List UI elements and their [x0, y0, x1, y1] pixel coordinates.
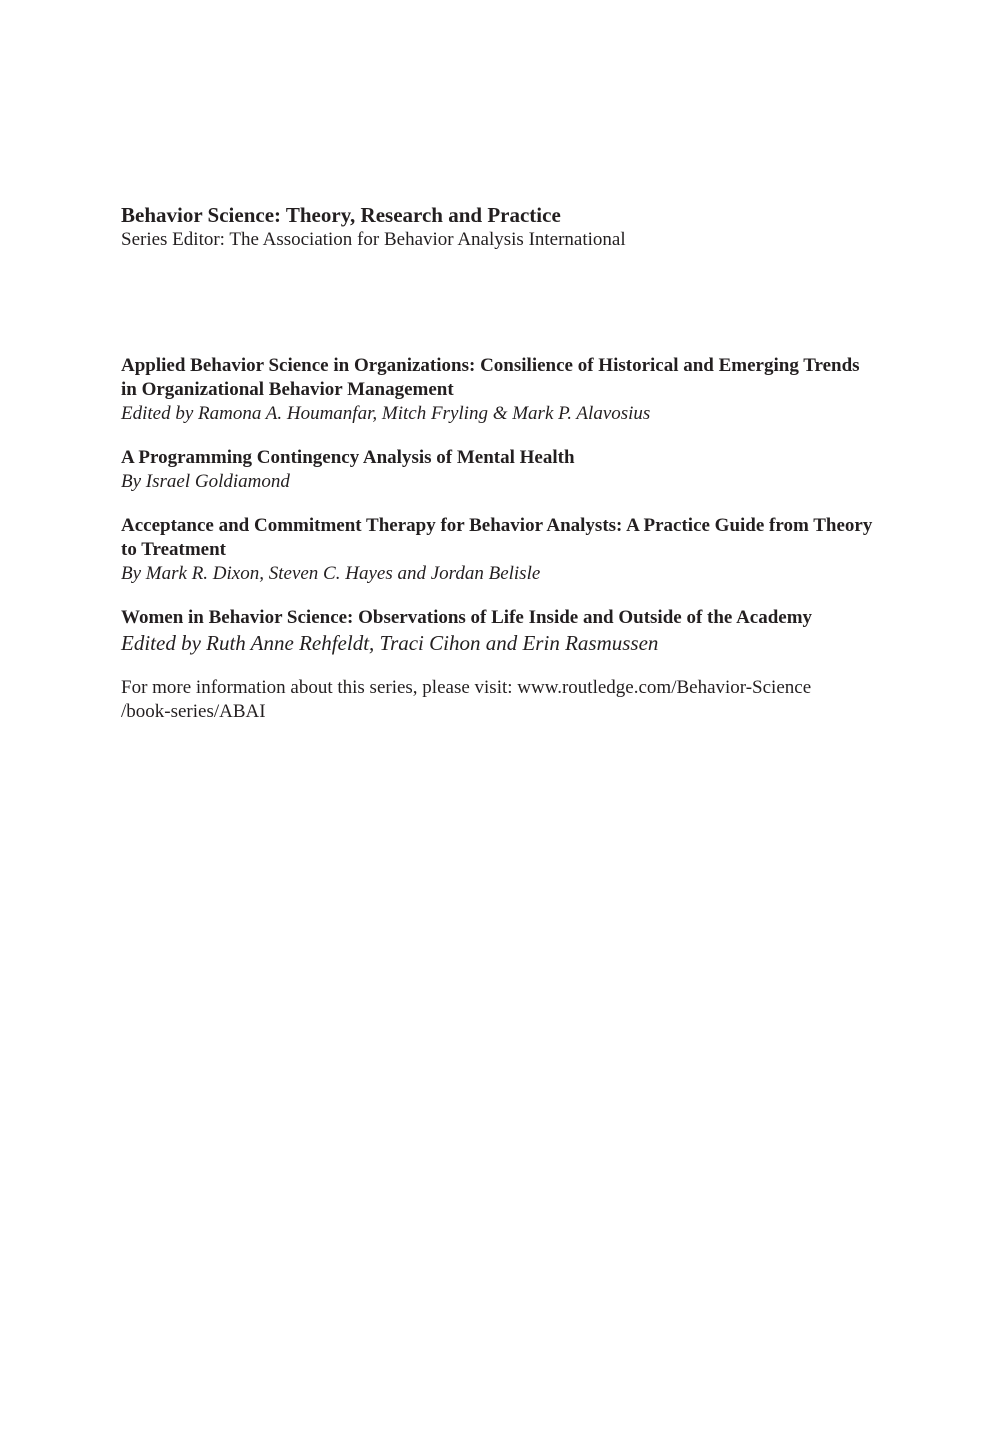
book-title: Women in Behavior Science: Observations of Life Inside and Outside of the Academy	[121, 607, 813, 628]
book-credit: Edited by Ruth Anne Rehfeldt, Traci Cihon and Erin Rasmussen	[121, 631, 659, 655]
series-url-part1: www.routledge.com/Behavior-Science	[517, 677, 812, 698]
book-credit: By Israel Goldiamond	[121, 471, 290, 492]
book-entry-programming-contingency	[121, 446, 901, 494]
more-info-prefix: For more information about this series, please visit:	[121, 677, 518, 698]
book-credit: Edited by Ramona A. Houmanfar, Mitch Fryling & Mark P. Alavosius	[121, 403, 651, 424]
series-url-part2: /book-series/ABAI	[121, 701, 266, 722]
book-title: Applied Behavior Science in Organizations: Consilience of Historical and Emerging Trends in Organizational Behavior Management	[121, 355, 860, 400]
book-list	[121, 354, 901, 724]
book-entry-applied-behavior-science	[121, 354, 901, 426]
book-title: Acceptance and Commitment Therapy for Behavior Analysts: A Practice Guide from Theory to Treatment	[121, 515, 873, 560]
series-header	[121, 202, 901, 252]
book-entry-acceptance-commitment-therapy	[121, 514, 901, 586]
series-title: Behavior Science: Theory, Research and Practice	[121, 203, 561, 227]
book-entry-women-in-behavior-science	[121, 606, 901, 656]
book-title: A Programming Contingency Analysis of Mental Health	[121, 447, 575, 468]
more-info-text	[121, 676, 896, 724]
book-credit: By Mark R. Dixon, Steven C. Hayes and Jordan Belisle	[121, 563, 541, 584]
series-editor: Series Editor: The Association for Behavior Analysis International	[121, 229, 626, 250]
